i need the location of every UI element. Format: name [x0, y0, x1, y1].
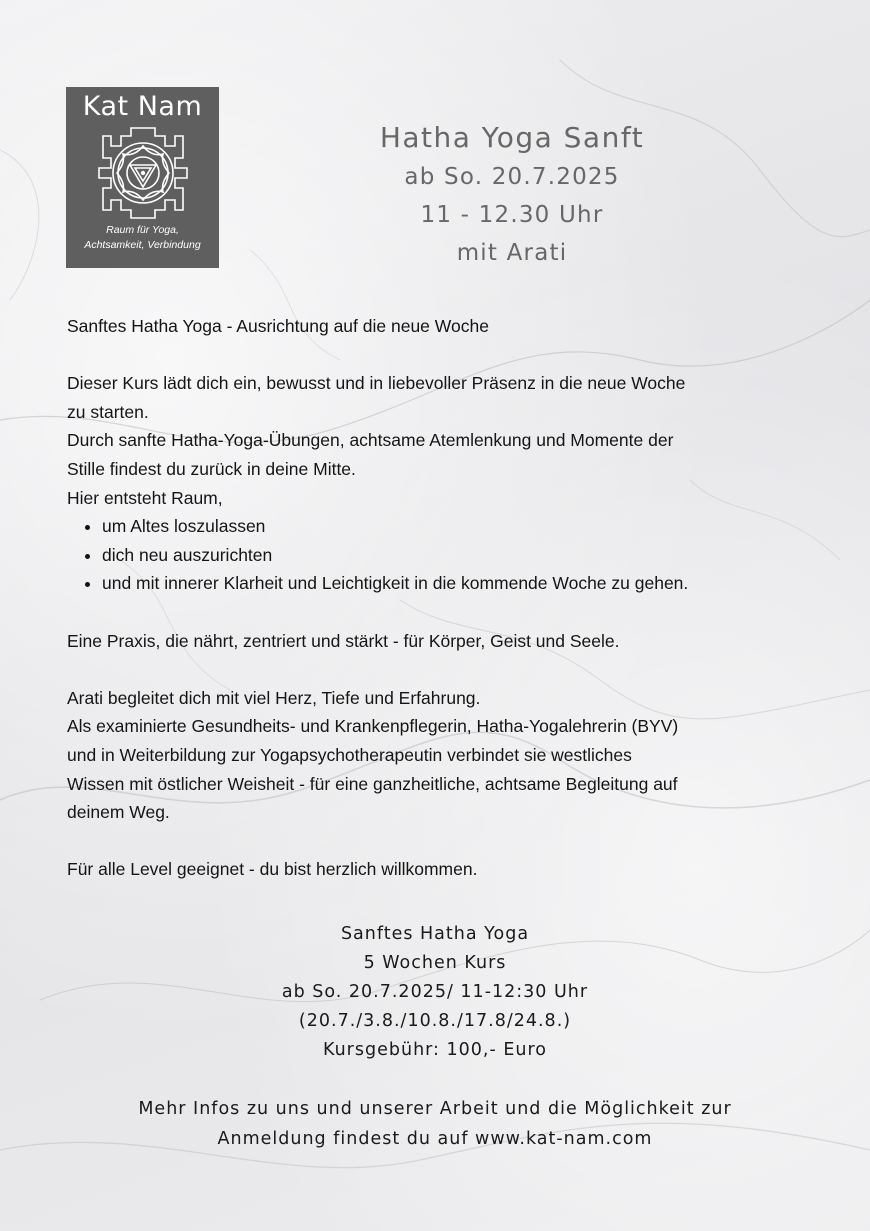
- course-time: 11 - 12.30 Uhr: [420, 202, 604, 228]
- teacher-line-4: Wissen mit östlicher Weisheit - für eine ganzheitliche, achtsame Begleitung auf: [67, 773, 678, 794]
- teacher-line-3: und in Weiterbildung zur Yogapsychotherapeutin verbindet sie westliches: [67, 744, 632, 765]
- list-item: • und mit innerer Klarheit und Leichtigkeit in die kommende Woche zu gehen.: [102, 569, 807, 598]
- description-heading: Sanftes Hatha Yoga - Ausrichtung auf die neue Woche: [67, 316, 489, 336]
- footer-line-1: Mehr Infos zu uns und unserer Arbeit und die Möglichkeit zur: [138, 1099, 732, 1119]
- summary-dates: (20.7./3.8./10.8./17.8/24.8.): [298, 1011, 572, 1031]
- summary-start: ab So. 20.7.2025/ 11-12:30 Uhr: [281, 982, 589, 1002]
- course-title: Hatha Yoga Sanft: [379, 121, 645, 154]
- logo-subtitle-1: Raum für Yoga,: [106, 224, 179, 236]
- teacher-line-2: Als examinierte Gesundheits- und Krankenpflegerin, Hatha-Yogalehrerin (BYV): [67, 716, 679, 737]
- intro-line-2: zu starten.: [67, 401, 149, 422]
- space-intro: Hier entsteht Raum,: [67, 487, 223, 508]
- intro-line-1: Dieser Kurs lädt dich ein, bewusst und in liebevoller Präsenz in die neue Woche: [67, 373, 686, 394]
- course-summary: [200, 920, 670, 1065]
- practice-line-2: Stille findest du zurück in deine Mitte.: [67, 458, 356, 479]
- practice-summary: Eine Praxis, die nährt, zentriert und stärkt - für Körper, Geist und Seele.: [67, 630, 620, 651]
- summary-duration: 5 Wochen Kurs: [363, 953, 507, 973]
- course-date: ab So. 20.7.2025: [404, 164, 620, 190]
- course-header: [300, 118, 724, 272]
- course-teacher: mit Arati: [456, 240, 568, 266]
- benefits-list: [67, 512, 807, 598]
- closing-line: Für alle Level geeignet - du bist herzlich willkommen.: [67, 859, 478, 880]
- yantra-icon: [91, 124, 195, 222]
- practice-line-1: Durch sanfte Hatha-Yoga-Übungen, achtsame Atemlenkung und Momente der: [67, 430, 674, 451]
- summary-fee: Kursgebühr: 100,- Euro: [322, 1040, 548, 1060]
- list-item: • um Altes loszulassen: [102, 512, 807, 541]
- kat-nam-logo: [66, 87, 219, 268]
- footer-info: [60, 1094, 810, 1154]
- teacher-line-1: Arati begleitet dich mit viel Herz, Tiefe und Erfahrung.: [67, 687, 481, 708]
- logo-title: Kat Nam: [82, 91, 203, 122]
- footer-line-2: Anmeldung findest du auf www.kat-nam.com: [217, 1129, 653, 1149]
- teacher-line-5: deinem Weg.: [67, 802, 170, 823]
- summary-title: Sanftes Hatha Yoga: [340, 924, 530, 944]
- logo-subtitle-2: Achtsamkeit, Verbindung: [84, 239, 201, 251]
- course-description: [67, 312, 807, 884]
- list-item: • dich neu auszurichten: [102, 541, 807, 570]
